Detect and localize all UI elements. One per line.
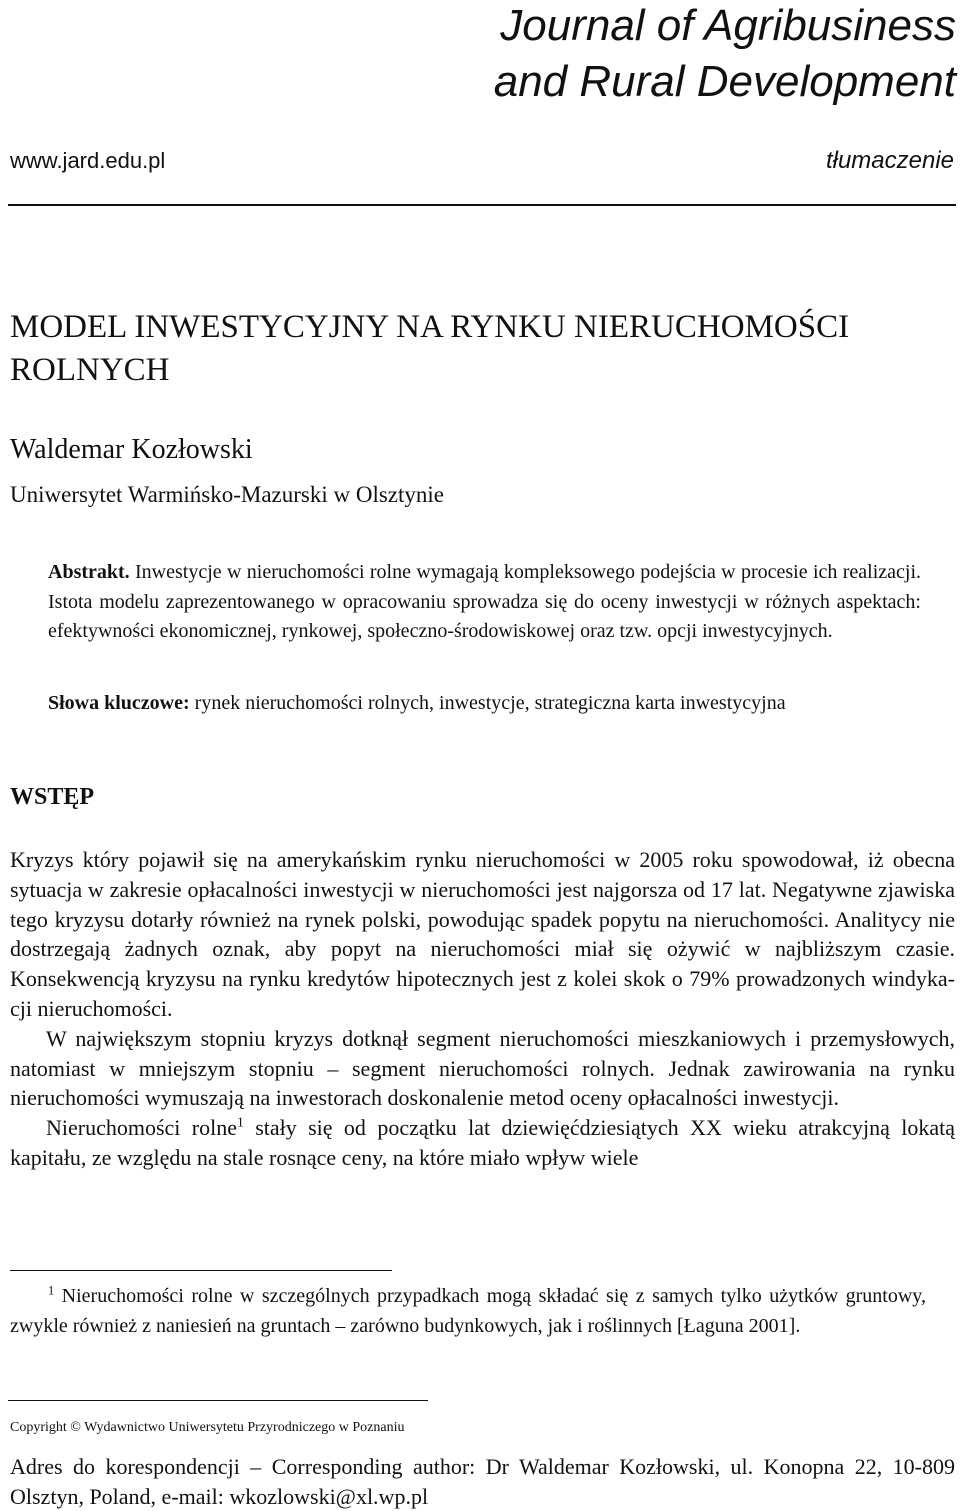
body-paragraph-2: W największym stopniu kryzys dotknął segment nieruchomości mieszkaniowych i przemysłowych, natomiast w mniejszym stopniu – segment nieruchomości rolnych. Jednak zawirowania na rynku nieruchomości wymuszają na inwestorach doskonalenie metod oceny opłacalności inwestycji. — [10, 1025, 955, 1111]
footnote-text: Nieruchomości rolne w szczególnych przypadkach mogą składać się z samych tylko użytków gruntowy, zwykle również z naniesień na gruntach – zarówno budynkowych, jak i roślinnych [Łaguna 2001]. — [10, 1285, 926, 1337]
keywords-text: rynek nieruchomości rolnych, inwestycje, strategiczna karta inwestycyjna — [189, 692, 786, 714]
paragraph-3-rest: stały się od początku lat dziewięćdziesiątych XX wieku atrakcyjną lokatą kapitału, ze względu na stale rosnące ceny, na które miało wpływ wiele — [10, 1115, 956, 1170]
header-divider — [8, 204, 956, 206]
journal-title-line1: Journal of Agribusiness — [500, 1, 956, 50]
abstract-text: Inwestycje w nieruchomości rolne wymagają kompleksowego podejścia w procesie ich realizacji. Istota modelu zaprezentowanego w opracowaniu sprowadza się do oceny inwestycji w różnych aspektach: efektywności ekonomicznej, rynkowej, społeczno-środowiskowej oraz tzw. opcji inwestycyjnych. — [48, 561, 921, 642]
footnote — [10, 1282, 926, 1341]
copyright-divider — [8, 1400, 428, 1401]
body-text — [10, 845, 955, 1173]
abstract — [48, 558, 921, 647]
author-affiliation: Uniwersytet Warmińsko-Mazurski w Olsztynie — [10, 482, 445, 507]
journal-title-line2: and Rural Development — [493, 57, 956, 106]
author-name: Waldemar Kozłowski — [10, 434, 253, 465]
copyright-notice: Copyright © Wydawnictwo Uniwersytetu Przyrodniczego w Poznaniu — [10, 1420, 405, 1435]
keywords — [48, 689, 948, 718]
paragraph-3-start: Nieruchomości rolne — [46, 1115, 237, 1141]
section-heading: WSTĘP — [10, 784, 95, 810]
document-type-label: tłumaczenie — [825, 147, 954, 174]
article-title: MODEL INWESTYCYJNY NA RYNKU NIERUCHOMOŚCI ROLNYCH — [10, 309, 850, 388]
body-paragraph-1: Kryzys który pojawił się na amerykańskim rynku nieruchomości w 2005 roku spowodował, iż obecna sytuacja w zakresie opłacalności inwestycji w nieruchomości jest najgorsza od 17 lat. Negatywne zjawiska tego kryzysu dotarły również na rynek polski, powodując spadek popytu na nieruchomości. Analitycy nie dostrzegają żadnych oznak, aby popyt na nieruchomości miał się ożywić w najbliższym czasie. Konsekwencją kryzysu na rynku kredytów hipotecznych jest z kolei skok o 79% prowadzonych windykacji nieruchomości. — [10, 847, 955, 1021]
footnote-divider — [10, 1270, 392, 1271]
journal-title — [494, 0, 956, 110]
keywords-label: Słowa kluczowe: — [48, 692, 190, 714]
abstract-label: Abstrakt. — [48, 561, 130, 583]
footnote-reference[interactable]: 1 — [237, 1114, 244, 1130]
correspondence-address: Adres do korespondencji – Corresponding author: Dr Waldemar Kozłowski, ul. Konopna 22, 10-809 Olsztyn, Poland, e-mail: wkozlowski@xl.wp.pl — [10, 1454, 955, 1509]
footnote-marker: 1 — [48, 1283, 55, 1298]
journal-website-link[interactable]: www.jard.edu.pl — [10, 148, 166, 173]
body-paragraph-3 — [10, 1113, 955, 1173]
